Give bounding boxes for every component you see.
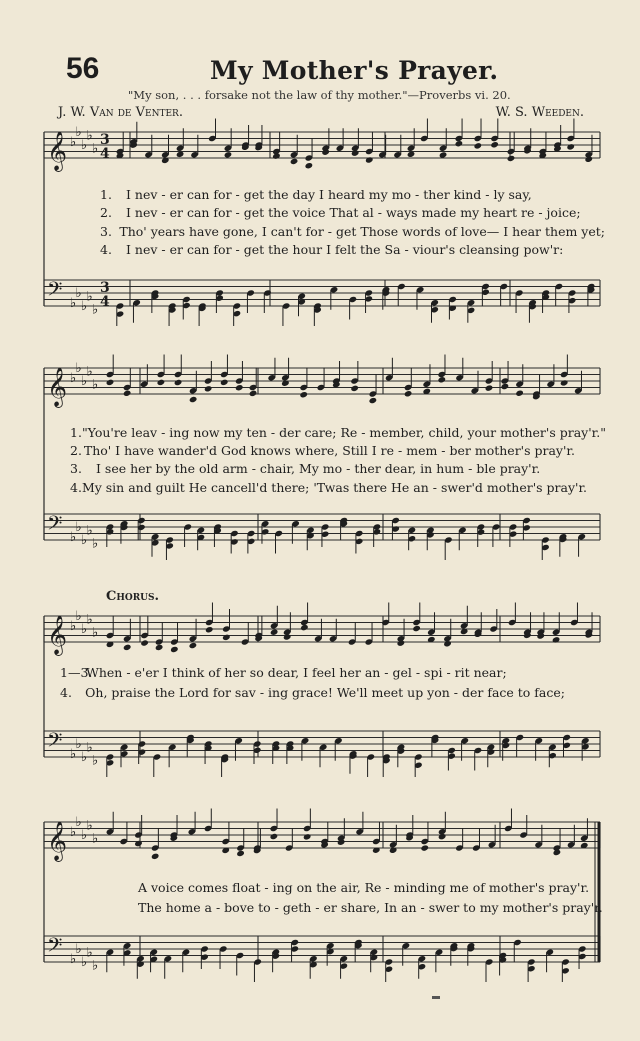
- note-head: [123, 390, 132, 397]
- flat-icon: ♭: [81, 828, 88, 843]
- flat-icon: ♭: [75, 125, 82, 140]
- flat-icon: ♭: [70, 134, 77, 150]
- flat-icon: ♭: [70, 746, 77, 762]
- note-head: [305, 162, 314, 169]
- page-mark: [432, 996, 440, 999]
- flat-icon: ♭: [92, 831, 99, 847]
- verse-number: 4.: [60, 685, 72, 700]
- hymn-number: 56: [66, 52, 100, 85]
- flat-icon: ♭: [92, 625, 99, 641]
- note-head: [249, 390, 258, 397]
- note-head: [369, 397, 378, 404]
- flat-icon: ♭: [81, 622, 88, 637]
- note-head: [270, 629, 279, 636]
- note-head: [220, 379, 229, 386]
- note-head: [300, 624, 309, 631]
- note-head: [189, 396, 198, 403]
- lyric-text: I nev - er can for - get the day I heard my mo - ther kind - ly say,: [126, 187, 532, 202]
- flat-icon: ♭: [86, 364, 93, 380]
- lyric-text: The home a - bove to - geth - er share, In an - swer to my mother's pray'r.: [138, 900, 603, 915]
- note-head: [170, 646, 179, 653]
- lyric-line: [100, 224, 605, 239]
- flat-icon: ♭: [92, 302, 99, 318]
- time-signature: 3: [100, 280, 110, 296]
- note-head: [485, 384, 494, 391]
- time-signature: 4: [100, 146, 110, 162]
- note-head: [507, 155, 516, 162]
- note-head: [515, 390, 524, 397]
- note-head: [303, 833, 312, 840]
- bass-clef-icon: 𝄢: [47, 728, 63, 757]
- note-head: [236, 850, 245, 857]
- lyric-line: [60, 685, 565, 700]
- note-head: [404, 390, 413, 397]
- treble-clef-icon: 𝄞: [47, 615, 68, 655]
- verse-number: 4.: [100, 242, 112, 257]
- flat-icon: ♭: [92, 753, 99, 769]
- composer: W. S. Weeden.: [495, 105, 584, 120]
- flat-icon: ♭: [92, 377, 99, 393]
- flat-icon: ♭: [75, 737, 82, 752]
- verse-number: 4.: [70, 480, 82, 495]
- note-head: [204, 385, 213, 392]
- flat-icon: ♭: [86, 523, 93, 539]
- lyric-line: [100, 242, 605, 257]
- verse-number: 3.: [70, 461, 82, 476]
- note-head: [123, 644, 132, 651]
- flat-icon: ♭: [81, 374, 88, 389]
- lyric-line: [70, 461, 575, 476]
- note-head: [290, 158, 299, 165]
- lyric-line: [100, 205, 605, 220]
- verse-number: 2.: [70, 443, 82, 458]
- note-head: [490, 141, 499, 148]
- treble-clef-icon: 𝄞: [47, 367, 68, 407]
- note-head: [553, 849, 562, 856]
- flat-icon: ♭: [86, 818, 93, 834]
- note-head: [283, 633, 292, 640]
- lyric-text: When - e'er I think of her so dear, I feel her an - gel - spi - rit near;: [86, 665, 507, 680]
- lyric-text: Tho' years have gone, I can't for - get Those words of love— I hear them yet;: [119, 224, 605, 239]
- flat-icon: ♭: [86, 740, 93, 756]
- note-head: [501, 383, 510, 390]
- note-head: [365, 156, 374, 163]
- lyric-text: Tho' I have wander'd God knows where, Still I re - mem - ber mother's pray'r.: [83, 443, 575, 458]
- note-head: [222, 634, 231, 641]
- verse-number: [112, 880, 138, 895]
- note-head: [140, 639, 149, 646]
- flat-icon: ♭: [75, 815, 82, 830]
- verse-number: 3.: [100, 224, 112, 239]
- chorus-label: Chorus.: [106, 589, 160, 604]
- lyric-text: I nev - er can for - get the voice That al - ways made my heart re - joice;: [126, 205, 581, 220]
- flat-icon: ♭: [81, 750, 88, 765]
- note-head: [189, 642, 198, 649]
- flat-icon: ♭: [70, 529, 77, 545]
- note-head: [443, 640, 452, 647]
- hymn-title: My Mother's Prayer.: [210, 56, 499, 85]
- note-head: [151, 853, 160, 860]
- bass-clef-icon: 𝄢: [47, 277, 63, 306]
- lyric-line: [70, 480, 588, 495]
- lyric-line: [70, 443, 575, 458]
- treble-clef-icon: 𝄞: [47, 821, 68, 861]
- verse-number: [112, 900, 138, 915]
- lyric-line: [70, 425, 606, 440]
- flat-icon: ♭: [70, 618, 77, 634]
- note-head: [272, 152, 281, 159]
- note-head: [420, 844, 429, 851]
- lyric-line: [100, 187, 605, 202]
- note-head: [174, 379, 183, 386]
- note-head: [438, 376, 447, 383]
- lyric-line: [112, 880, 617, 895]
- lyricist: J. W. Van de Venter.: [58, 105, 183, 120]
- lyric-line: [60, 665, 565, 680]
- lyric-line: [112, 900, 617, 915]
- flat-icon: ♭: [86, 945, 93, 961]
- flat-icon: ♭: [86, 612, 93, 628]
- flat-icon: ♭: [92, 536, 99, 552]
- flat-icon: ♭: [70, 295, 77, 311]
- note-head: [412, 625, 421, 632]
- note-head: [205, 626, 214, 633]
- flat-icon: ♭: [75, 942, 82, 957]
- lyric-text: I nev - er can for - get the hour I felt the Sa - viour's cleansing pow'r:: [126, 242, 564, 257]
- note-head: [270, 833, 279, 840]
- verse-number: 1.: [100, 187, 112, 202]
- note-head: [106, 379, 115, 386]
- bass-clef-icon: 𝄢: [47, 511, 63, 540]
- flat-icon: ♭: [70, 951, 77, 967]
- note-head: [438, 833, 447, 840]
- note-head: [155, 644, 164, 651]
- flat-icon: ♭: [75, 361, 82, 376]
- scripture-reference: "My son, . . . forsake not the law of thy mother."—Proverbs vi. 20.: [128, 88, 511, 102]
- lyric-text: A voice comes float - ing on the air, Re - minding me of mother's pray'r.: [138, 880, 590, 895]
- note-head: [350, 385, 359, 392]
- flat-icon: ♭: [75, 520, 82, 535]
- lyric-text: "You're leav - ing now my ten - der care; Re - member, child, your mother's pray'r.": [81, 425, 606, 440]
- flat-icon: ♭: [86, 289, 93, 305]
- flat-icon: ♭: [81, 533, 88, 548]
- note-head: [157, 379, 166, 386]
- note-head: [299, 391, 308, 398]
- flat-icon: ♭: [92, 958, 99, 974]
- note-head: [224, 151, 233, 158]
- flat-icon: ♭: [92, 141, 99, 157]
- flat-icon: ♭: [81, 955, 88, 970]
- note-head: [560, 379, 569, 386]
- verse-number: 1—3.: [60, 665, 93, 680]
- note-head: [134, 840, 143, 847]
- note-head: [474, 142, 483, 149]
- flat-icon: ♭: [81, 138, 88, 153]
- verse-number: 1.: [70, 425, 82, 440]
- bass-clef-icon: 𝄢: [47, 933, 63, 962]
- flat-icon: ♭: [81, 299, 88, 314]
- flat-icon: ♭: [86, 128, 93, 144]
- flat-icon: ♭: [70, 370, 77, 386]
- flat-icon: ♭: [75, 609, 82, 624]
- lyric-text: Oh, praise the Lord for sav - ing grace! We'll meet up yon - der face to face;: [85, 685, 565, 700]
- time-signature: 4: [100, 294, 110, 310]
- note-head: [584, 156, 593, 163]
- verse-number: 2.: [100, 205, 112, 220]
- note-head: [235, 384, 244, 391]
- flat-icon: ♭: [75, 286, 82, 301]
- lyric-text: My sin and guilt He cancell'd there; 'Twas there He an - swer'd mother's pray'r.: [81, 480, 588, 495]
- treble-clef-icon: 𝄞: [47, 131, 68, 171]
- note-head: [566, 143, 575, 150]
- time-signature: 3: [100, 132, 110, 148]
- lyric-text: I see her by the old arm - chair, My mo - ther dear, in hum - ble pray'r.: [96, 461, 541, 476]
- note-head: [351, 149, 360, 156]
- flat-icon: ♭: [70, 824, 77, 840]
- note-head: [455, 140, 464, 147]
